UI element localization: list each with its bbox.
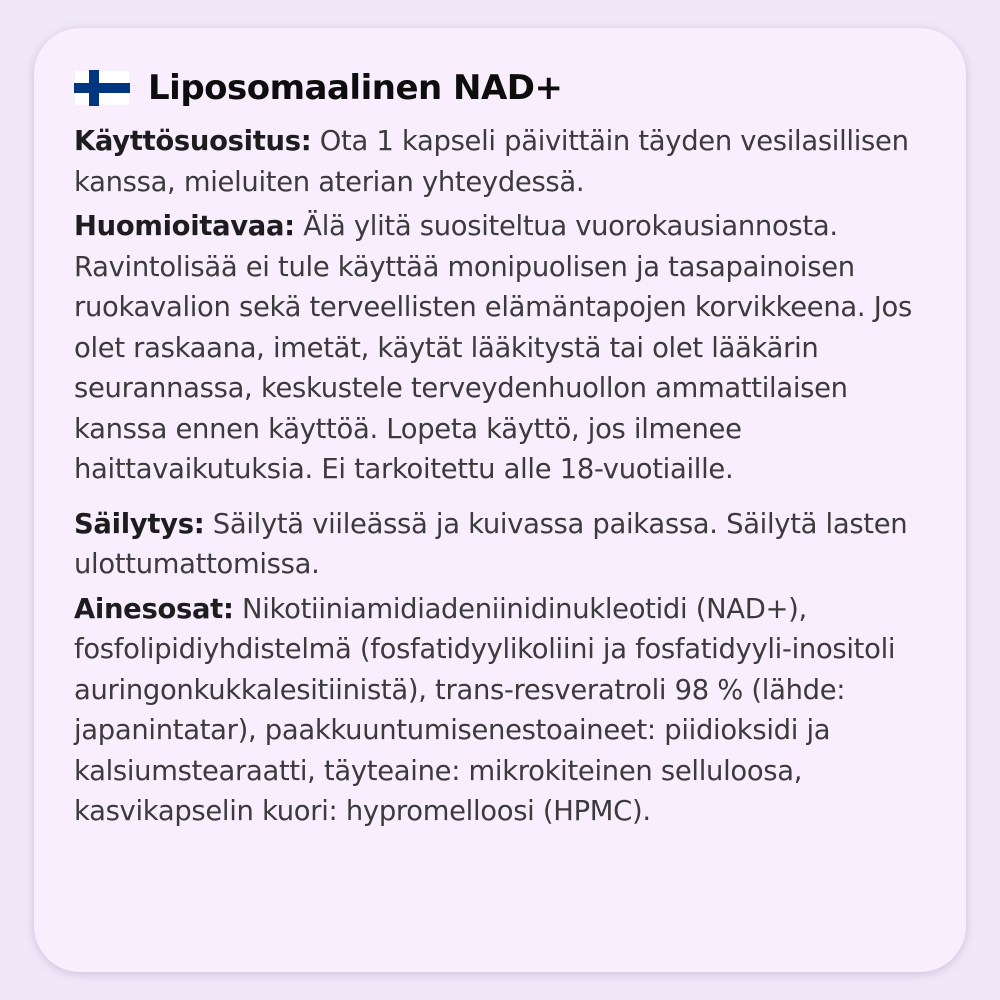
usage-section xyxy=(74,122,926,203)
info-card xyxy=(34,28,966,972)
title-row xyxy=(74,62,926,114)
storage-section xyxy=(74,505,926,586)
warnings-section xyxy=(74,207,926,491)
warnings-label: Huomioitavaa: xyxy=(74,211,295,242)
finland-flag-icon xyxy=(74,70,130,106)
storage-text: Säilytä viileässä ja kuivassa paikassa. Säilytä lasten ulottumattomissa. xyxy=(74,508,908,580)
ingredients-section xyxy=(74,590,926,833)
ingredients-label: Ainesosat: xyxy=(74,593,234,625)
page-title: Liposomaalinen NAD+ xyxy=(148,68,563,108)
storage-label: Säilytys: xyxy=(74,508,205,540)
usage-text: Ota 1 kapseli päivittäin täyden vesilasillisen kanssa, mieluiten aterian yhteydessä. xyxy=(74,126,909,198)
warnings-text: Älä ylitä suositeltua vuorokausiannosta. Ravintolisää ei tule käyttää monipuolisen ja tasapainoisen ruokavalion sekä terveellisten elämäntapojen korvikkeena. Jos olet raskaana, imetät, käytät lääkitystä tai olet lääkärin seurannassa, keskustele terveydenhuollon ammattilaisen kanssa ennen käyttöä. Lopeta käyttö, jos ilmenee haittavaikutuksia. Ei tarkoitettu alle 18-vuotiaille. xyxy=(74,211,912,485)
ingredients-text: Nikotiiniamidiadeniinidinukleotidi (NAD+), fosfolipidiyhdistelmä (fosfatidyylikoliini ja fosfatidyyli-inositoli auringonkukkalesitiinistä), trans-resveratroli 98 % (lähde: japanintatar), paakkuuntumisenestoaineet: piidioksidi ja kalsiumstearaatti, täyteaine: mikrokiteinen selluloosa, kasvikapselin kuori: hypromelloosi (HPMC). xyxy=(74,593,896,827)
usage-label: Käyttösuositus: xyxy=(74,126,312,157)
